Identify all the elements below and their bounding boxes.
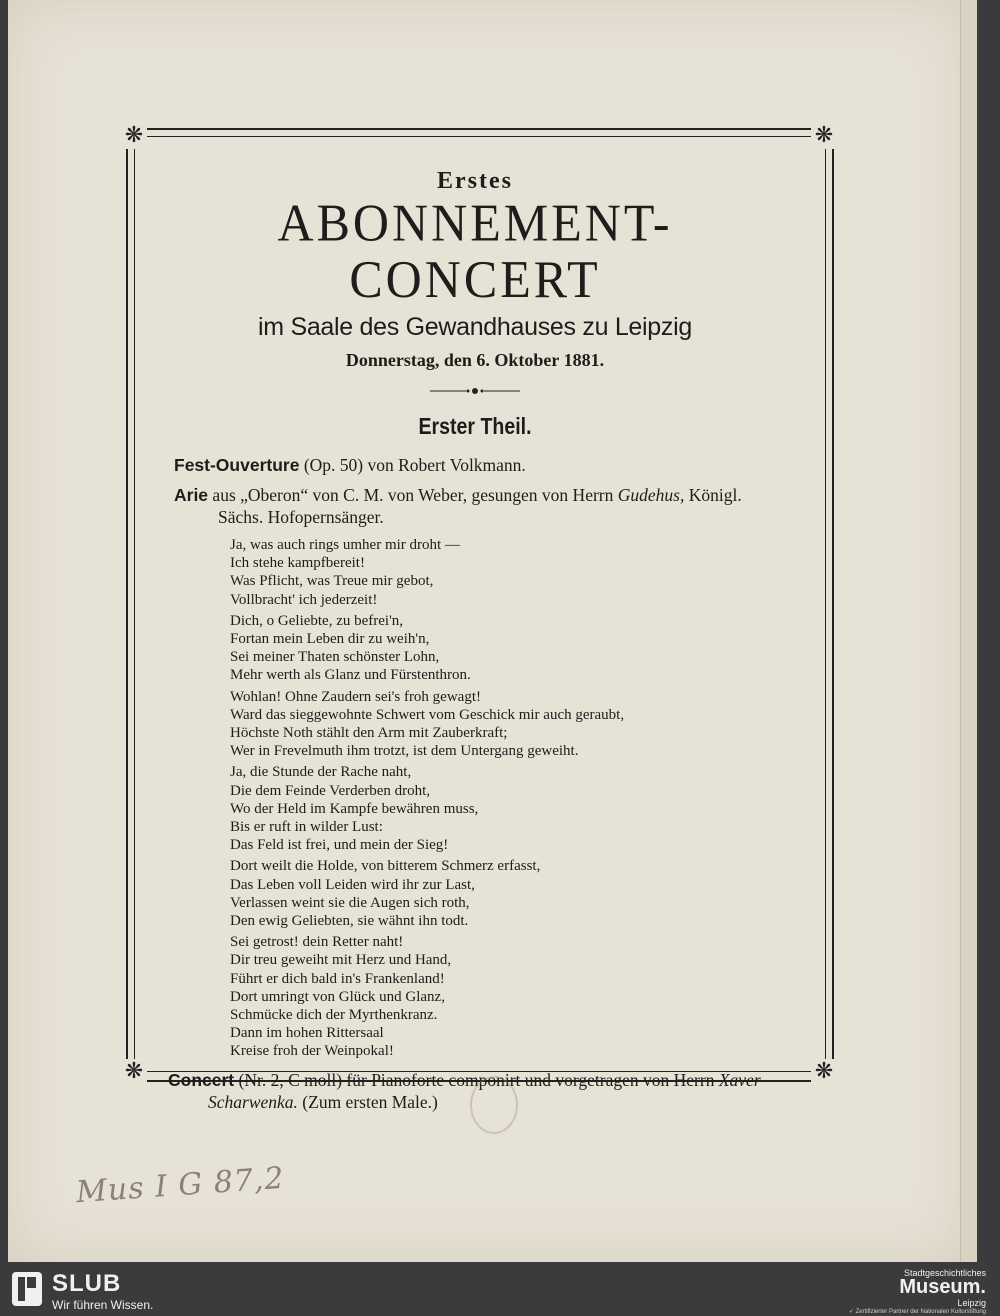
lyric-line: Wohlan! Ohne Zaudern sei's froh gewagt!: [230, 688, 481, 705]
program-item-overture: [174, 454, 790, 476]
lyric-line: Ich stehe kampfbereit!: [230, 555, 365, 572]
lyric-line: Dir treu geweiht mit Herz und Hand,: [230, 952, 452, 969]
lyric-line: Wer in Frevelmuth ihm trotzt, ist dem Untergang geweiht.: [230, 743, 579, 760]
ornament-divider-icon: [430, 381, 520, 391]
work-title: Arie: [174, 485, 209, 505]
lyrics-stanza: [230, 536, 790, 609]
slub-logo-icon[interactable]: [12, 1272, 42, 1306]
venue-line: im Saale des Gewandhauses zu Leipzig: [258, 313, 692, 341]
lyric-line: Ja, die Stunde der Rache naht,: [230, 764, 412, 781]
museum-certification: ✓ Zertifizierter Partner der Nationalen Kulturstiftung: [848, 1309, 986, 1315]
work-detail: (Nr. 2, C moll) für Pianoforte componirt und vorgetragen von Herrn: [234, 1069, 719, 1090]
handwritten-shelfmark: Mus I G 87,2: [75, 1160, 286, 1211]
lyric-line: Fortan mein Leben dir zu weih'n,: [230, 631, 430, 648]
lyrics-stanza: [230, 763, 790, 854]
lyric-line: Dort weilt die Holde, von bitterem Schmerz erfasst,: [230, 858, 541, 875]
aria-lyrics: [230, 536, 790, 1061]
work-detail: aus „Oberon“ von C. M. von Weber, gesungen von Herrn: [208, 485, 618, 505]
lyric-line: Sei meiner Thaten schönster Lohn,: [230, 649, 440, 666]
lyric-line: Dann im hohen Rittersaal: [230, 1025, 384, 1042]
page-edge: [960, 0, 977, 1262]
lyric-line: Bis er ruft in wilder Lust:: [230, 819, 383, 836]
embossed-stamp: [470, 1076, 518, 1134]
lyric-line: Ja, was auch rings umher mir droht —: [230, 537, 460, 553]
lyrics-stanza: [230, 933, 790, 1060]
museum-prefix: Stadtgeschichtliches: [903, 1268, 986, 1278]
singer-title: , Königl. Sächs. Hofopernsänger.: [218, 485, 742, 527]
museum-city: Leipzig: [957, 1298, 986, 1308]
lyric-line: Die dem Feinde Verderben droht,: [230, 782, 431, 799]
lyrics-stanza: [230, 857, 790, 930]
work-title: Concert: [168, 1069, 235, 1090]
lyric-line: Das Leben voll Leiden wird ihr zur Last,: [230, 876, 475, 893]
lyrics-stanza: [230, 612, 790, 685]
lyric-line: Wo der Held im Kampfe bewähren muss,: [230, 800, 479, 817]
lyric-line: Mehr werth als Glanz und Fürstenthron.: [230, 667, 471, 684]
footer-bar: [0, 1262, 1000, 1316]
corner-ornament-icon: ❋: [811, 1059, 837, 1085]
museum-name[interactable]: Museum.: [899, 1276, 986, 1298]
slub-tagline: Wir führen Wissen.: [52, 1298, 154, 1312]
slub-name[interactable]: SLUB: [52, 1270, 122, 1297]
work-detail: (Op. 50) von Robert Volkmann.: [299, 455, 526, 475]
part-heading: Erster Theil.: [418, 413, 532, 439]
lyric-line: Was Pflicht, was Treue mir gebot,: [230, 573, 434, 590]
lyric-line: Kreise froh der Weinpokal!: [230, 1043, 394, 1060]
lyric-line: Höchste Noth stählt den Arm mit Zauberkraft;: [230, 725, 508, 742]
lyric-line: Vollbracht' ich jederzeit!: [230, 591, 378, 608]
lyric-line: Den ewig Geliebten, sie wähnt ihn todt.: [230, 913, 469, 930]
lyric-line: Dort umringt von Glück und Glanz,: [230, 988, 445, 1005]
corner-ornament-icon: ❋: [811, 123, 837, 149]
singer-name: Gudehus: [617, 485, 680, 505]
lyric-line: Das Feld ist frei, und mein der Sieg!: [230, 837, 449, 854]
performer-name: Xaver Scharwenka.: [208, 1069, 761, 1112]
performance-note: (Zum ersten Male.): [297, 1091, 438, 1112]
program-item-aria: [174, 484, 790, 528]
lyric-line: Dich, o Geliebte, zu befrei'n,: [230, 612, 404, 629]
lyric-line: Verlassen weint sie die Augen sich roth,: [230, 894, 470, 911]
lyric-line: Sei getrost! dein Retter naht!: [230, 934, 404, 951]
lyric-line: Ward das sieggewohnte Schwert vom Geschick mir auch geraubt,: [230, 706, 625, 723]
corner-ornament-icon: ❋: [121, 123, 147, 149]
concert-date: Donnerstag, den 6. Oktober 1881.: [345, 350, 605, 370]
lyric-line: Führt er dich bald in's Frankenland!: [230, 970, 445, 987]
work-title: Fest-Ouverture: [174, 455, 300, 475]
pre-title: Erstes: [437, 168, 513, 194]
concert-title: ABONNEMENT-CONCERT: [277, 193, 673, 309]
program-content: [160, 168, 790, 1113]
corner-ornament-icon: ❋: [121, 1059, 147, 1085]
lyric-line: Schmücke dich der Myrthenkranz.: [230, 1007, 438, 1024]
lyrics-stanza: [230, 688, 790, 761]
